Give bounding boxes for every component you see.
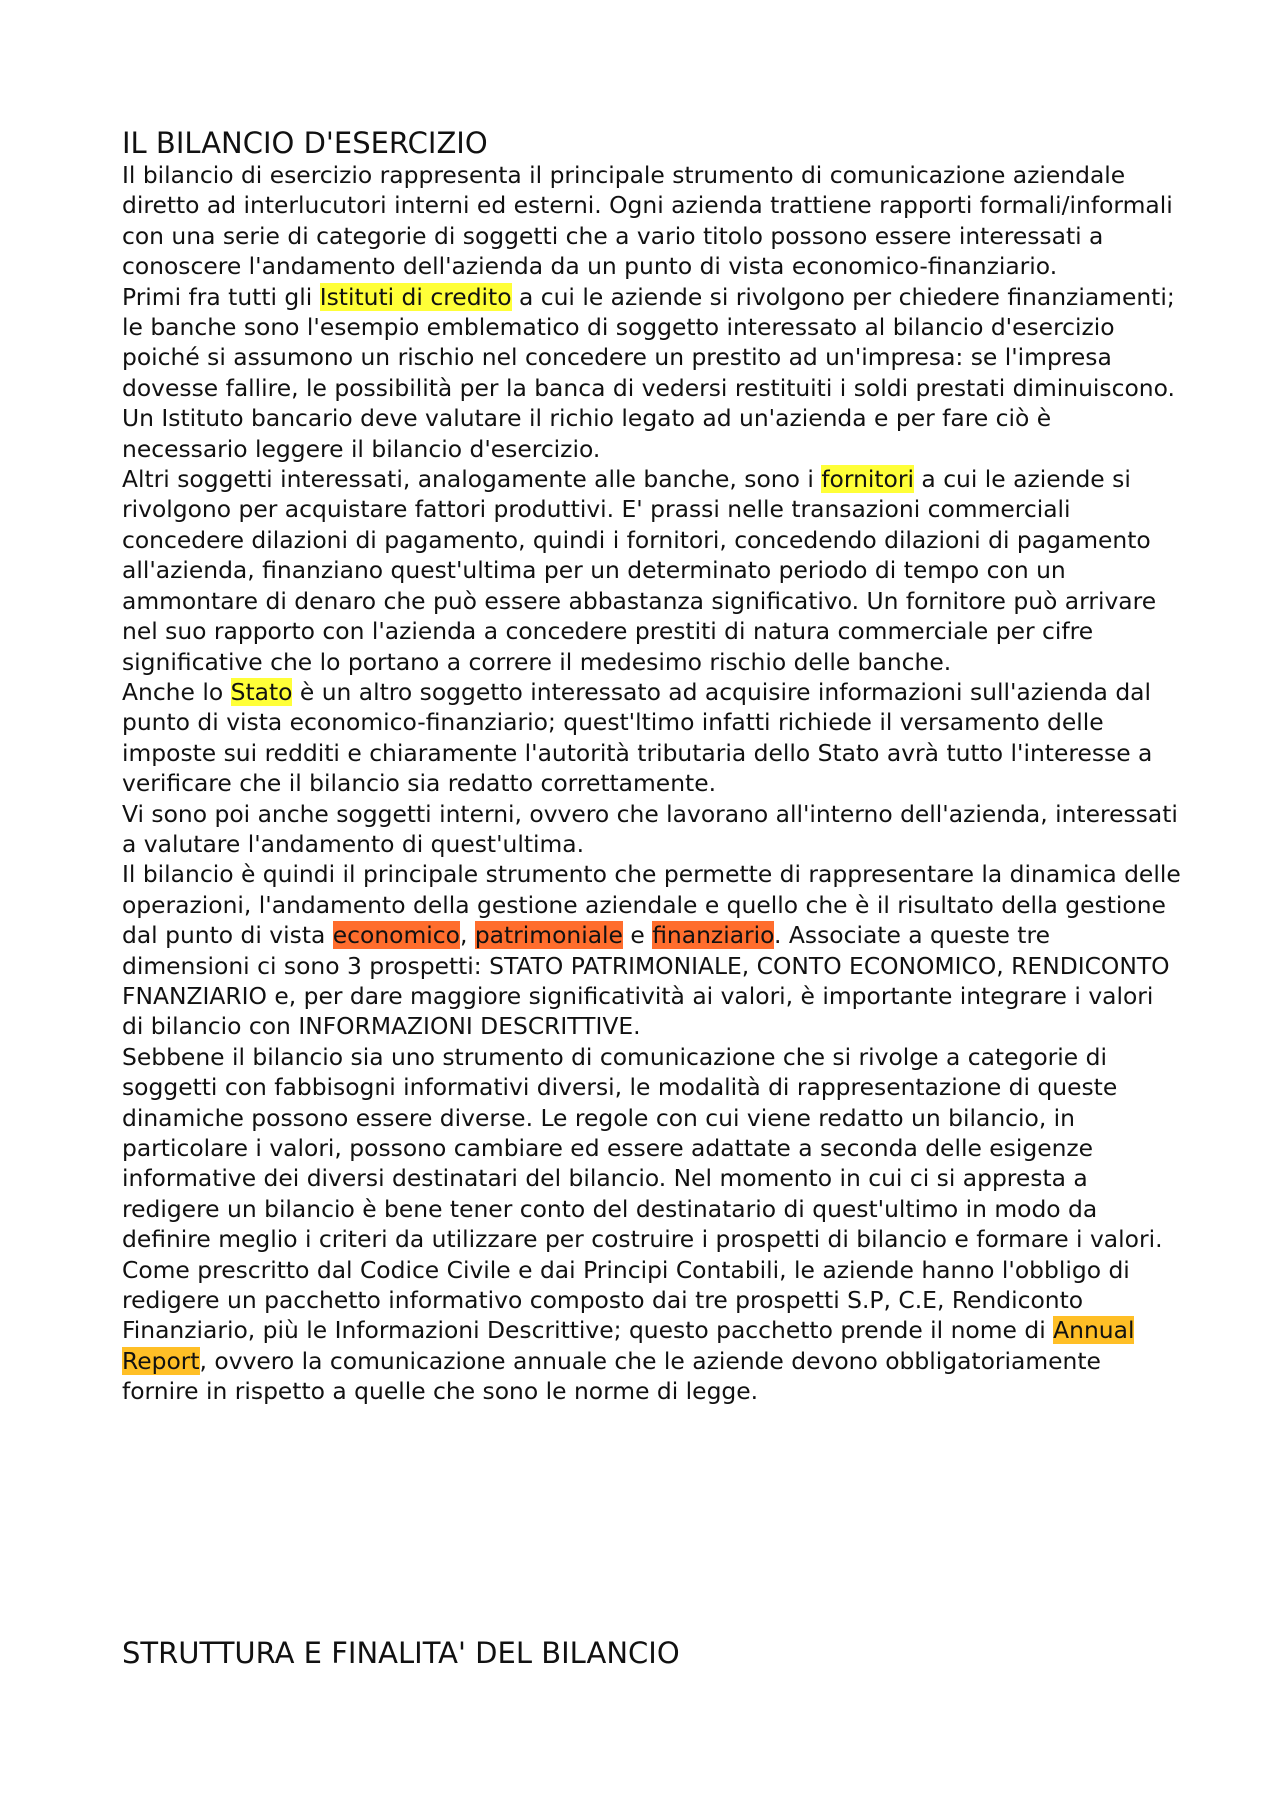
text-run: Anche lo [122,677,231,706]
highlight-economico: economico [332,921,460,950]
paragraph-banks [122,282,1182,464]
text-run: a cui le aziende si rivolgono per acquistare fattori produttivi. E' prassi nelle transazioni commerciali concedere dilazioni di pagamento, quindi i fornitori, concedendo dilazioni di pagamento all'azienda, finanziano quest'ultima per un determinato periodo di tempo con un ammontare di denaro che può essere abbastanza significativo. Un fornitore può arrivare nel suo rapporto con l'azienda a concedere prestiti di natura commerciale per cifre significative che lo portano a correre il medesimo rischio delle banche. [122,465,1157,676]
text-run: . Associate a queste tre dimensioni ci sono 3 prospetti: STATO PATRIMONIALE, CONTO ECONOMICO, RENDICONTO FNANZIARIO e, per dare maggiore significatività ai valori, è importante integrare i valori di bilancio con INFORMAZIONI DESCRITTIVE. [122,921,1170,1041]
paragraph-annual-report [122,1255,1182,1407]
text-run: Come prescritto dal Codice Civile e dai Principi Contabili, le aziende hanno l'obbligo di redigere un pacchetto informativo composto dai tre prospetti S.P, C.E, Rendiconto Finanziario, più le Informazioni Descrittive; questo pacchetto prende il nome di [122,1255,1130,1345]
highlight-istituti-di-credito: Istituti di credito [319,282,512,311]
text-run: a cui le aziende si rivolgono per chiedere finanziamenti; le banche sono l'esempio emblematico di soggetto interessato al bilancio d'esercizio poiché si assumono un rischio nel concedere un prestito ad un'impresa: se l'impresa dovesse fallire, le possibilità per la banca di vedersi restituiti i soldi prestati diminuiscono. Un Istituto bancario deve valutare il richio legato ad un'azienda e per fare ciò è necessario leggere il bilancio d'esercizio. [122,282,1175,463]
section-title-structure: STRUTTURA E FINALITA' DEL BILANCIO [122,1636,680,1670]
text-run: è un altro soggetto interessato ad acquisire informazioni sull'azienda dal punto di vista economico-finanziario; quest'ltimo infatti richiede il versamento delle imposte sui redditi e chiaramente l'autorità tributaria dello Stato avrà tutto l'interesse a verificare che il bilancio sia redatto correttamente. [122,677,1153,798]
paragraph-rules: Sebbene il bilancio sia uno strumento di comunicazione che si rivolge a categorie di soggetti con fabbisogni informativi diversi, le modalità di rappresentazione di queste dinamiche possono essere diverse. Le regole con cui viene redatto un bilancio, in particolare i valori, possono cambiare ed essere adattate a seconda delle esigenze informative dei diversi destinatari del bilancio. Nel momento in cui ci si appresta a redigere un bilancio è bene tener conto del destinatario di quest'ultimo in modo da definire meglio i criteri da utilizzare per costruire i prospetti di bilancio e formare i valori. [122,1042,1163,1254]
text-run: e [622,921,653,950]
highlight-stato: Stato [230,677,293,706]
text-run: , ovvero la comunicazione annuale che le aziende devono obbligatoriamente fornire in rispetto a quelle che sono le norme di legge. [122,1346,1101,1406]
paragraph-dimensions [122,859,1182,1041]
highlight-annual-report: Annual Report [122,1316,1135,1375]
text-run: Il bilancio è quindi il principale strumento che permette di rappresentare la dinamica delle operazioni, l'andamento della gestione aziendale e quello che è il risultato della gestione dal punto di vista [122,860,1181,950]
document-body [122,126,1182,1407]
paragraph-internal: Vi sono poi anche soggetti interni, ovvero che lavorano all'interno dell'azienda, interessati a valutare l'andamento di quest'ultima. [122,799,1178,858]
highlight-fornitori: fornitori [821,465,914,494]
highlight-finanziario: finanziario [652,921,775,950]
section-title: IL BILANCIO D'ESERCIZIO [122,126,488,160]
paragraph-intro: Il bilancio di esercizio rappresenta il principale strumento di comunicazione aziendale diretto ad interlucutori interni ed esterni. Ogni azienda trattiene rapporti formali/informali con una serie di categorie di soggetti che a vario titolo possono essere interessati a conoscere l'andamento dell'azienda da un punto di vista economico-finanziario. [122,161,1173,281]
text-run: Altri soggetti interessati, analogamente alle banche, sono i [122,465,822,494]
text-run: Primi fra tutti gli [122,282,320,311]
highlight-patrimoniale: patrimoniale [474,921,623,950]
paragraph-suppliers [122,464,1182,677]
text-run: , [459,921,475,950]
paragraph-state [122,677,1182,799]
